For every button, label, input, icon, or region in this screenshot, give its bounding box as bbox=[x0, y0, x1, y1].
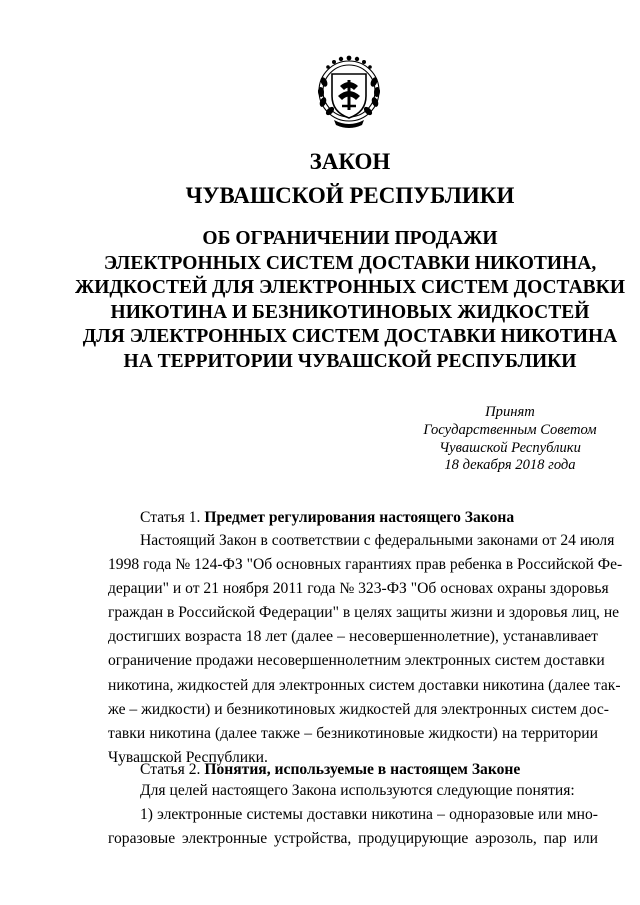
text-line: же – жидкости) и безникотиновых жидкостей для электронных систем дос- bbox=[108, 700, 610, 718]
text-line: 1) электронные системы доставки никотина – одноразовые или мно- bbox=[140, 806, 598, 824]
law-subject-heading bbox=[0, 227, 640, 375]
text-line: ограничение продажи несовершеннолетним электронных систем доставки bbox=[108, 652, 605, 670]
article-2-heading bbox=[140, 760, 520, 779]
text-line: горазовые электронные устройства, продуцирующие аэрозоль, пар или bbox=[108, 830, 598, 848]
adoption-note bbox=[400, 404, 620, 475]
text-line: достигших возраста 18 лет (далее – несовершеннолетние), устанавливает bbox=[108, 628, 598, 646]
coat-of-arms-emblem bbox=[310, 52, 388, 130]
text-line: 1998 года № 124-ФЗ "Об основных гарантиях прав ребенка в Российской Фе- bbox=[108, 556, 623, 574]
subject-line: ОБ ОГРАНИЧЕНИИ ПРОДАЖИ bbox=[202, 228, 498, 249]
article-title: Понятия, используемые в настоящем Законе bbox=[204, 761, 521, 778]
adoption-date: 18 декабря 2018 года bbox=[444, 457, 576, 474]
subject-line: ДЛЯ ЭЛЕКТРОННЫХ СИСТЕМ ДОСТАВКИ НИКОТИНА bbox=[82, 326, 618, 348]
text-line: никотина, жидкостей для электронных систем доставки никотина (далее так- bbox=[108, 676, 621, 694]
article-number: Статья 2. bbox=[140, 761, 205, 778]
article-1-body bbox=[108, 529, 623, 770]
text-line: Для целей настоящего Закона используются следующие понятия: bbox=[140, 782, 575, 799]
adoption-line: Государственным Советом bbox=[423, 421, 597, 438]
text-line: Чувашской Республики. bbox=[108, 748, 268, 766]
text-line: Настоящий Закон в соответствии с федеральными законами от 24 июля bbox=[140, 532, 615, 549]
article-number: Статья 1. bbox=[140, 509, 205, 526]
text-line: граждан в Российской Федерации" в целях защиты жизни и здоровья лиц, не bbox=[108, 604, 620, 622]
article-title: Предмет регулирования настоящего Закона bbox=[204, 509, 515, 526]
adoption-line: Принят bbox=[485, 404, 535, 420]
text-line: дерации" и от 21 ноября 2011 года № 323-ФЗ "Об основах охраны здоровья bbox=[108, 580, 609, 598]
article-2-body bbox=[108, 779, 598, 851]
subject-line: НИКОТИНА И БЕЗНИКОТИНОВЫХ ЖИДКОСТЕЙ bbox=[110, 301, 590, 323]
law-region-title: ЧУВАШСКОЙ РЕСПУБЛИКИ bbox=[185, 183, 515, 208]
article-1-heading bbox=[140, 508, 514, 527]
subject-line: ЭЛЕКТРОННЫХ СИСТЕМ ДОСТАВКИ НИКОТИНА, bbox=[103, 252, 597, 274]
law-title: ЗАКОН bbox=[309, 149, 391, 174]
subject-line: НА ТЕРРИТОРИИ ЧУВАШСКОЙ РЕСПУБЛИКИ bbox=[123, 350, 577, 372]
text-line: тавки никотина (далее также – безникотиновые жидкости) на территории bbox=[108, 724, 598, 742]
adoption-line: Чувашской Республики bbox=[439, 439, 581, 456]
subject-line: ЖИДКОСТЕЙ ДЛЯ ЭЛЕКТРОННЫХ СИСТЕМ ДОСТАВКИ bbox=[74, 277, 625, 299]
